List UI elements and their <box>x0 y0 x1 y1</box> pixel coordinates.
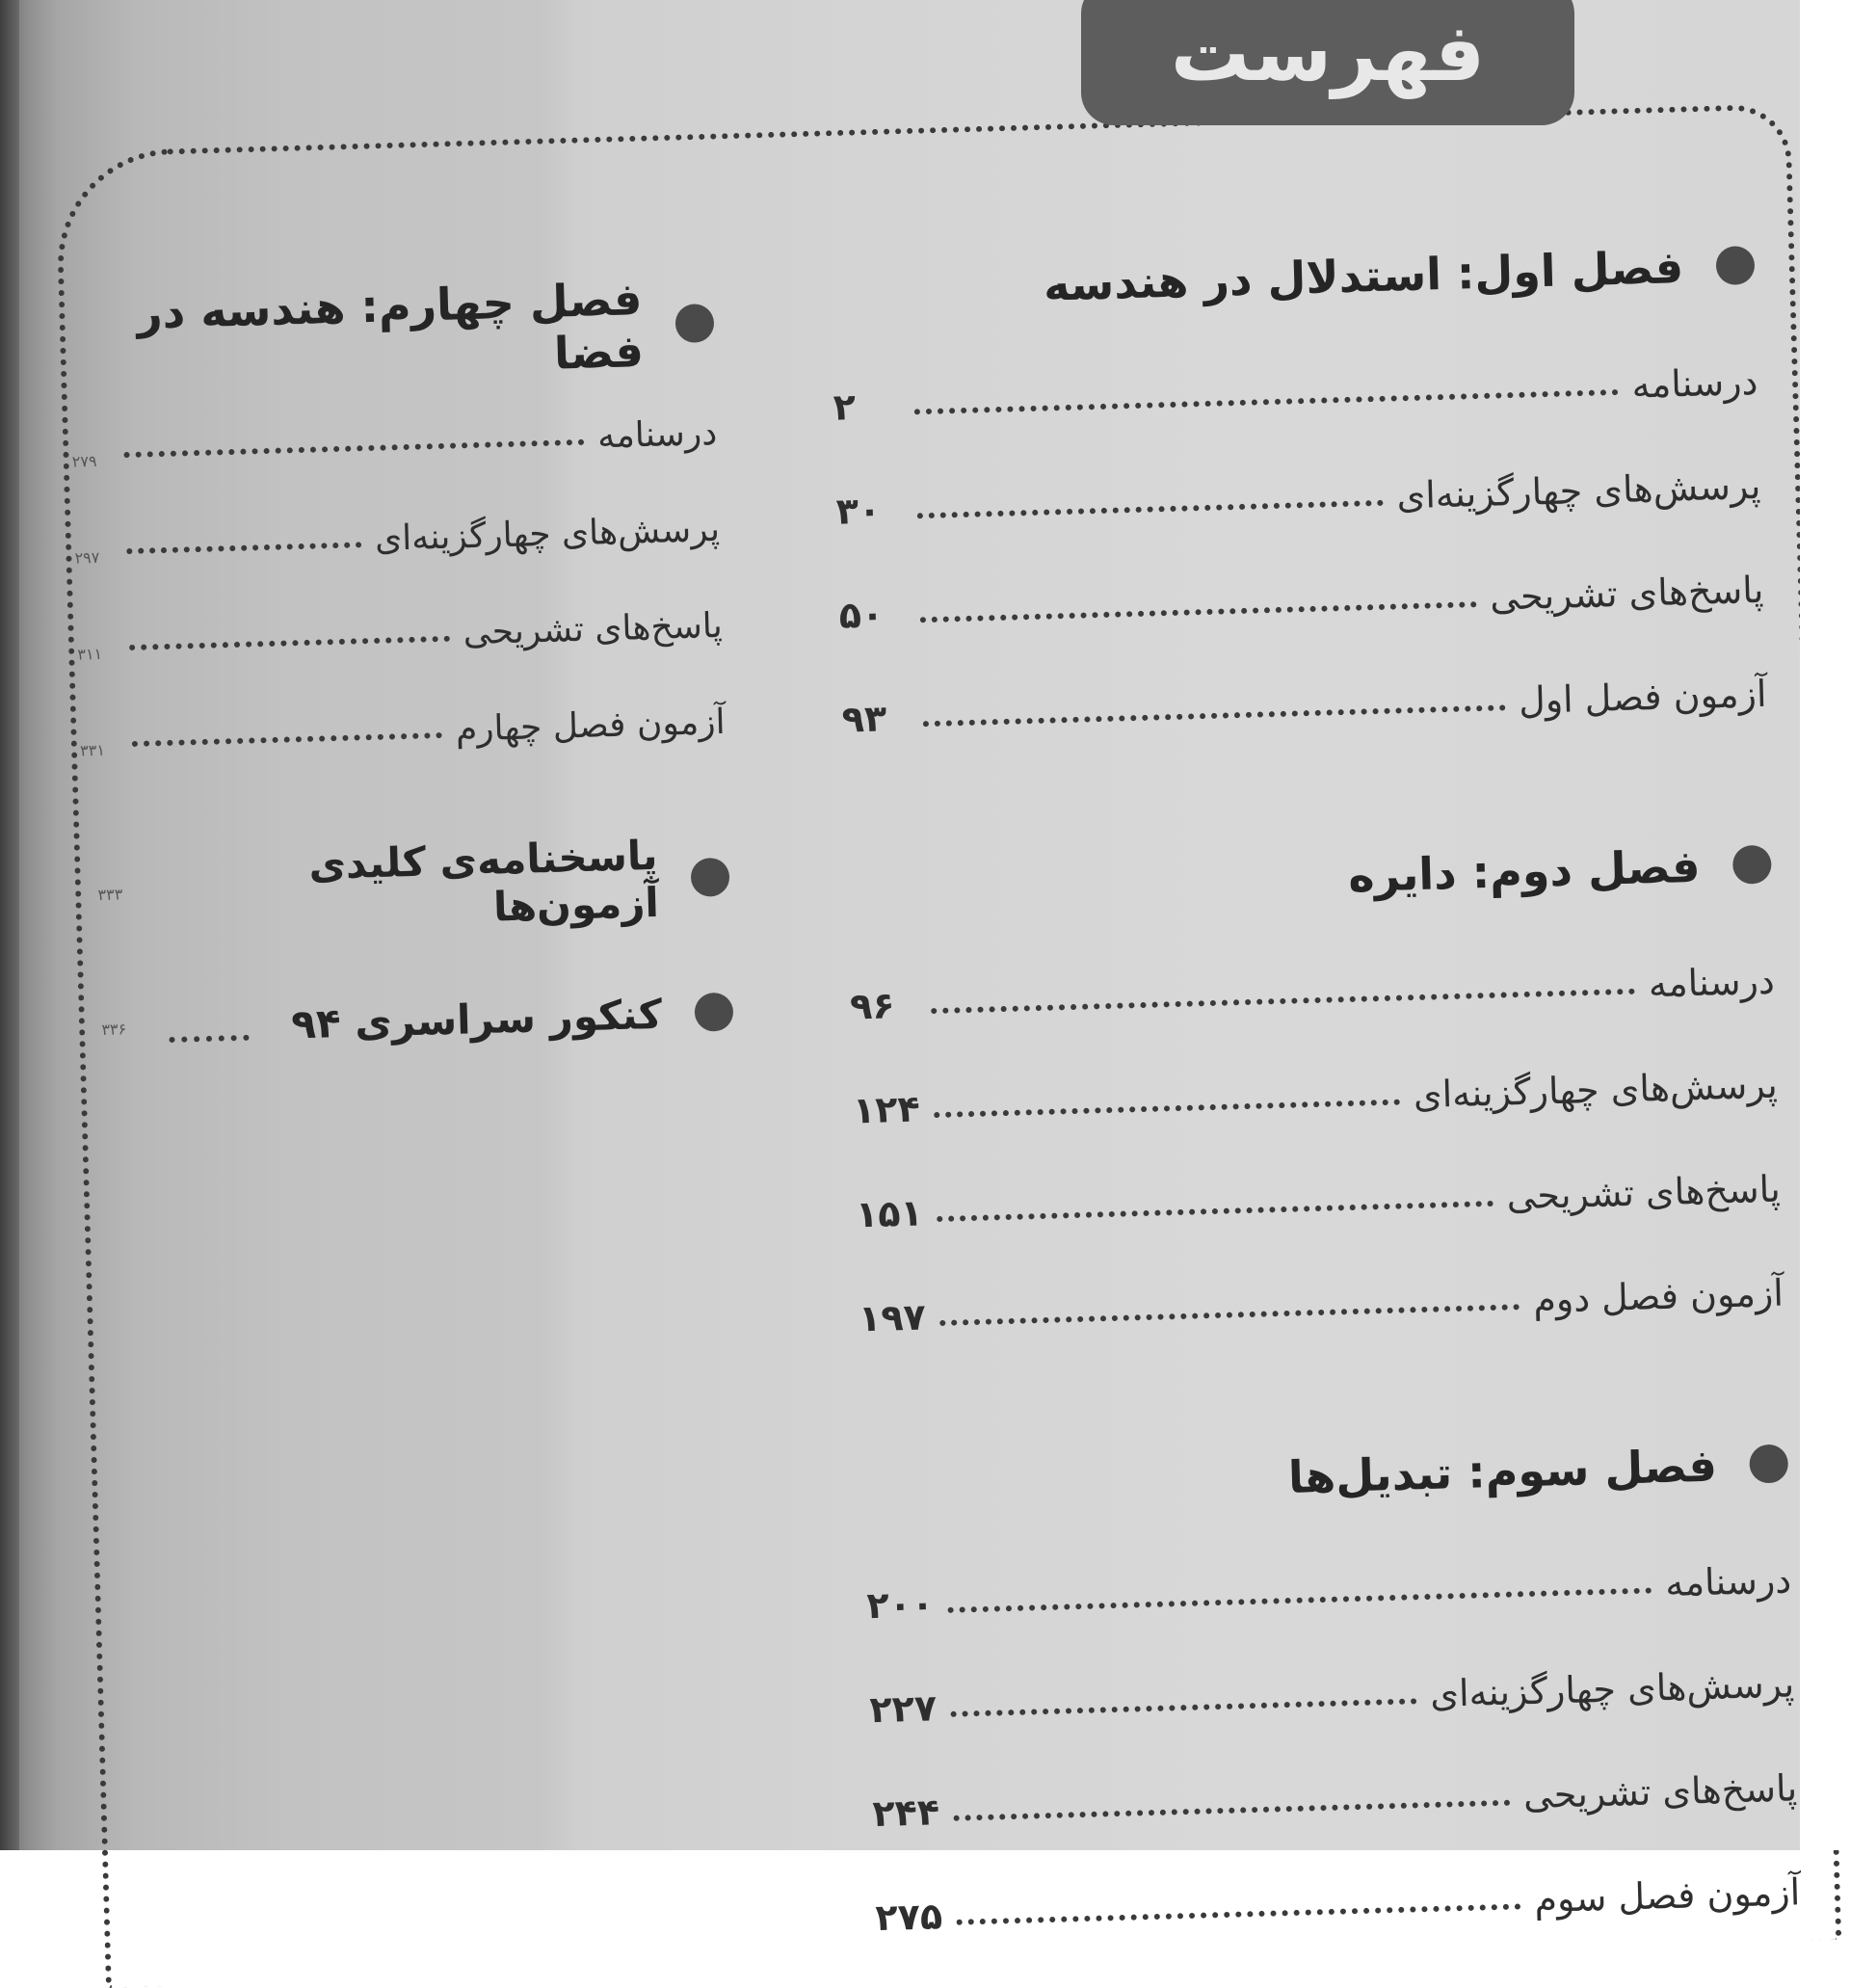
entry-label: کنکور سراسری ۹۴ <box>291 990 663 1047</box>
entry-page: ۱۹۷ <box>859 1295 927 1339</box>
toc-entry-konkur[interactable] <box>86 944 735 1098</box>
entry-page: ۳۱۱ <box>77 644 117 663</box>
chapter-title: فصل دوم: دایره <box>1347 840 1701 902</box>
entry-label: آزمون فصل دوم <box>1533 1272 1784 1321</box>
toc-entry[interactable] <box>72 453 721 568</box>
entry-label: پاسخنامه‌ی کلیدی آزمون‌ها <box>206 832 660 939</box>
entry-page: ۳۰ <box>835 489 904 533</box>
bullet-icon <box>674 304 714 343</box>
leader-dots <box>954 1800 1511 1821</box>
entry-label: درسنامه <box>1665 1558 1792 1604</box>
entry-label: پاسخ‌های تشریحی <box>1490 569 1764 619</box>
leader-dots <box>129 636 450 650</box>
leader-dots <box>939 1304 1520 1326</box>
entry-label: پرسش‌های چهارگزینه‌ای <box>1396 464 1761 517</box>
leader-dots <box>957 1903 1521 1924</box>
bullet-icon <box>694 993 733 1032</box>
entry-page: ۱۲۴ <box>852 1088 920 1132</box>
entry-label: آزمون فصل سوم <box>1534 1870 1801 1921</box>
entry-label: پاسخ‌های تشریحی <box>1506 1168 1781 1218</box>
entry-page: ۳۳۱ <box>80 740 119 759</box>
entry-page: ۲۹۷ <box>74 547 114 567</box>
bullet-icon <box>1732 845 1772 885</box>
entry-page: ۲۷۵ <box>875 1895 943 1939</box>
entry-label: پاسخ‌های تشریحی <box>462 606 723 653</box>
chapter-title: فصل چهارم: هندسه در فضا <box>67 273 645 393</box>
entry-label: درسنامه <box>597 413 718 456</box>
entry-page: ۳۳۶ <box>88 1020 127 1039</box>
leader-dots <box>917 500 1384 519</box>
book-spine <box>0 0 19 1850</box>
bullet-icon <box>1715 246 1755 285</box>
entry-label: پرسش‌های چهارگزینه‌ای <box>1430 1662 1795 1715</box>
toc-entry[interactable] <box>75 549 724 664</box>
entry-page: ۵۰ <box>838 593 907 637</box>
entry-label: آزمون فصل چهارم <box>455 702 726 750</box>
page-title: فهرست <box>1171 8 1485 99</box>
leader-dots <box>132 732 442 747</box>
toc-entry[interactable] <box>78 646 727 760</box>
entry-label: پرسش‌های چهارگزینه‌ای <box>1413 1064 1778 1117</box>
entry-page: ۹۶ <box>849 984 917 1028</box>
leader-dots <box>126 542 361 554</box>
toc-right-column <box>829 231 1800 1939</box>
entry-page: ۲۰۰ <box>866 1582 935 1627</box>
entry-page: ۲ <box>832 384 901 429</box>
leader-dots <box>937 1201 1493 1222</box>
leader-dots <box>951 1698 1417 1717</box>
entry-page: ۲۲۷ <box>869 1686 938 1731</box>
chapter-title: فصل سوم: تبدیل‌ها <box>1287 1440 1717 1503</box>
entry-label: درسنامه <box>1631 360 1758 407</box>
toc-left-column <box>67 289 735 1097</box>
chapter-title: فصل اول: استدلال در هندسه <box>1043 241 1683 311</box>
entry-page: ۹۳ <box>841 697 910 741</box>
entry-page: ۲۷۹ <box>71 452 111 471</box>
leader-dots <box>934 1100 1400 1119</box>
entry-label: پاسخ‌های تشریحی <box>1522 1766 1797 1816</box>
leader-dots <box>923 704 1506 727</box>
entry-label: آزمون فصل اول <box>1519 673 1768 722</box>
entry-label: درسنامه <box>1648 960 1775 1006</box>
entry-page: ۲۴۴ <box>872 1790 940 1835</box>
page-margin <box>1800 0 1850 1850</box>
leader-dots <box>123 439 584 458</box>
entry-page: ۱۵۱ <box>856 1191 924 1235</box>
chapter-heading <box>67 289 715 375</box>
entry-label: پرسش‌های چهارگزینه‌ای <box>374 510 720 559</box>
leader-dots <box>920 601 1477 623</box>
bullet-icon <box>690 858 729 897</box>
entry-page: ۳۳۳ <box>84 885 123 904</box>
bullet-icon <box>1749 1445 1788 1484</box>
toc-entry-answer-key[interactable] <box>82 809 731 963</box>
leader-dots <box>169 1035 249 1043</box>
title-tab <box>1081 0 1574 125</box>
